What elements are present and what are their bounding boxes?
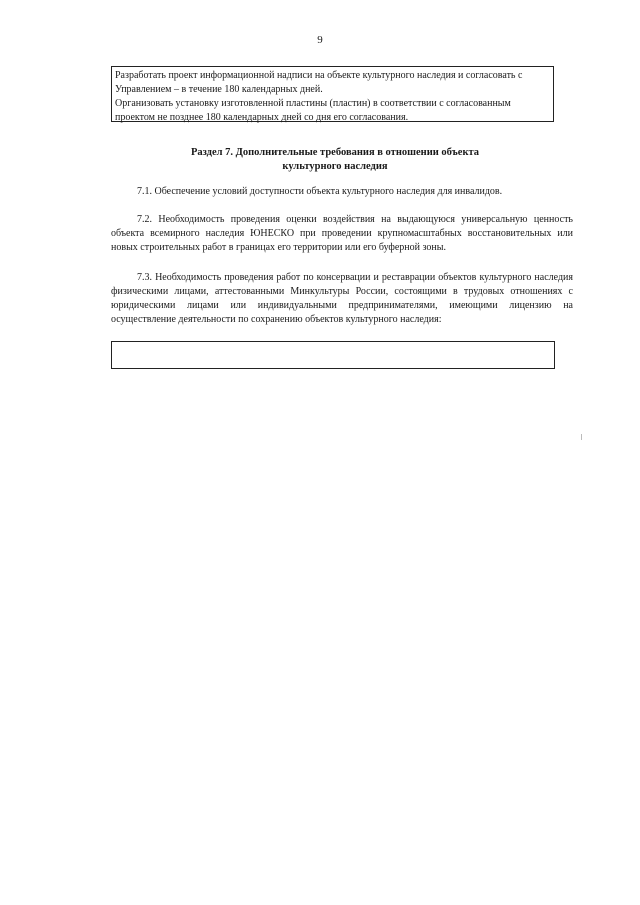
notice-box [111,66,554,122]
section-title [150,146,520,173]
section-title-line-1: Раздел 7. Дополнительные требования в отношении объекта [190,147,480,158]
page-number: 9 [317,34,323,46]
scan-mark [581,434,582,440]
paragraph-7-2: 7.2. Необходимость проведения оценки воздействия на выдающуюся универсальную ценность объекта всемирного наследия ЮНЕСКО при проведении крупномасштабных восстановительных или новых строительных работ в границах его территории или его буферной зоны. [111,214,573,253]
notice-line-1: Разработать проект информационной надписи на объекте культурного наследия и согласовать с Управлением – в течение 180 календарных дней. [115,70,523,95]
section-title-line-2: культурного наследия [282,160,388,172]
paragraph-7-3: 7.3. Необходимость проведения работ по консервации и реставрации объектов культурного наследия физическими лицами, аттестованными Минкультуры России, состоящими в трудовых отношениях с юридическими лицами или индивидуальными предпринимателями, имеющими лицензию на осуществление деятельности по сохранению объектов культурного наследия: [111,272,573,325]
empty-box [111,341,555,369]
paragraph-7-1: 7.1. Обеспечение условий доступности объекта культурного наследия для инвалидов. [137,186,503,197]
notice-line-2: Организовать установку изготовленной пластины (пластин) в соответствии с согласованным проектом не позднее 180 календарных дней со дня его согласования. [115,98,511,123]
